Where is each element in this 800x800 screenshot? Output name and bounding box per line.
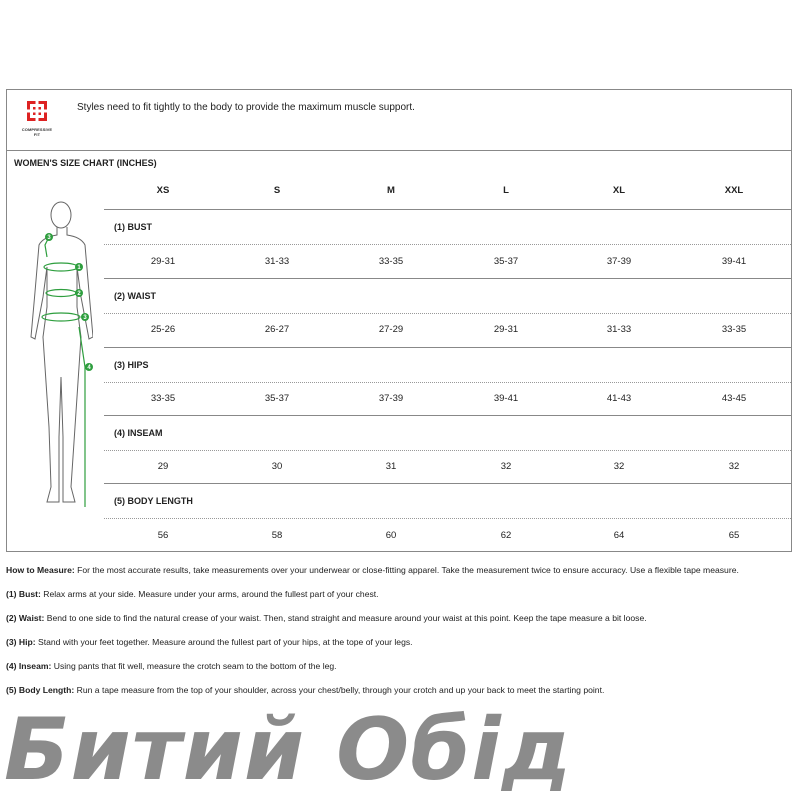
instruction-text: Using pants that fit well, measure the crotch seam to the bottom of the leg. — [53, 661, 337, 671]
cell-body-length-l: 62 — [500, 530, 512, 541]
marker-label: 3 — [47, 235, 51, 241]
how-to-measure-text: For the most accurate results, take measurements over your underwear or close-fitting apparel. Take the measurement twice to ensure accuracy. Use a flexible tape measure. — [77, 565, 739, 575]
size-header-xxl: XXL — [724, 185, 744, 196]
size-header-xl: XL — [612, 185, 626, 196]
body-measurement-figure — [23, 197, 93, 527]
cell-waist-s: 26-27 — [264, 324, 290, 335]
cell-hips-xxl: 43-45 — [721, 393, 747, 404]
row-divider — [104, 209, 791, 210]
instruction-term: (2) Waist: — [6, 613, 45, 623]
compressive-fit-logo-icon — [26, 100, 48, 122]
instruction-inseam — [6, 661, 792, 672]
cell-inseam-xxl: 32 — [728, 461, 740, 472]
cell-bust-xxl: 39-41 — [721, 256, 747, 267]
size-header-s: S — [273, 185, 281, 196]
row-divider — [104, 483, 791, 484]
marker-label: 3 — [83, 315, 87, 321]
instruction-term: (1) Bust: — [6, 589, 41, 599]
row-label-hips: (3) HIPS — [114, 360, 149, 370]
row-divider — [104, 450, 791, 451]
cell-body-length-s: 58 — [271, 530, 283, 541]
watermark: Битий Обід — [4, 700, 573, 800]
row-divider — [104, 278, 791, 279]
cell-hips-l: 39-41 — [493, 393, 519, 404]
cell-bust-s: 31-33 — [264, 256, 290, 267]
instruction-bust — [6, 589, 792, 600]
cell-body-length-xl: 64 — [613, 530, 625, 541]
how-to-measure-title: How to Measure: — [6, 565, 75, 575]
instruction-term: (4) Inseam: — [6, 661, 52, 671]
cell-bust-xl: 37-39 — [606, 256, 632, 267]
cell-waist-xxl: 33-35 — [721, 324, 747, 335]
cell-hips-xs: 33-35 — [150, 393, 176, 404]
row-divider — [104, 244, 791, 245]
size-header-l: L — [503, 185, 509, 196]
brand-text: COMPRESSIVE FIT — [21, 127, 53, 137]
instruction-term: (5) Body Length: — [6, 685, 75, 695]
cell-bust-l: 35-37 — [493, 256, 519, 267]
instruction-hip — [6, 637, 792, 648]
measurement-instructions — [6, 565, 792, 709]
brand-logo — [19, 100, 55, 144]
row-label-body-length: (5) BODY LENGTH — [114, 496, 193, 506]
instruction-text: Run a tape measure from the top of your shoulder, across your chest/belly, through your crotch and up your back to meet the starting point. — [76, 685, 605, 695]
tagline: Styles need to fit tightly to the body to provide the maximum muscle support. — [77, 102, 415, 113]
row-label-inseam: (4) INSEAM — [114, 428, 163, 438]
cell-body-length-xs: 56 — [157, 530, 169, 541]
cell-hips-xl: 41-43 — [606, 393, 632, 404]
cell-waist-xs: 25-26 — [150, 324, 176, 335]
instruction-term: (3) Hip: — [6, 637, 36, 647]
row-divider — [104, 415, 791, 416]
row-label-bust: (1) BUST — [114, 222, 152, 232]
instruction-text: Bend to one side to find the natural crease of your waist. Then, stand straight and measure around your waist at this point. Keep the tape measure a bit loose. — [46, 613, 647, 623]
cell-hips-m: 37-39 — [378, 393, 404, 404]
row-divider — [104, 518, 791, 519]
instruction-text: Relax arms at your side. Measure under your arms, around the fullest part of your chest. — [43, 589, 379, 599]
how-to-measure — [6, 565, 792, 576]
size-header-m: M — [387, 185, 395, 196]
cell-inseam-xl: 32 — [613, 461, 625, 472]
marker-label: 4 — [87, 365, 91, 371]
size-header-xs: XS — [156, 185, 170, 196]
instruction-waist — [6, 613, 792, 624]
cell-inseam-xs: 29 — [157, 461, 169, 472]
instruction-body-length — [6, 685, 792, 696]
cell-body-length-xxl: 65 — [728, 530, 740, 541]
header-panel — [6, 89, 792, 151]
cell-inseam-m: 31 — [385, 461, 397, 472]
row-divider — [104, 382, 791, 383]
marker-label: 1 — [77, 265, 81, 271]
cell-hips-s: 35-37 — [264, 393, 290, 404]
cell-waist-m: 27-29 — [378, 324, 404, 335]
cell-inseam-l: 32 — [500, 461, 512, 472]
size-chart — [6, 150, 792, 552]
chart-title: WOMEN'S SIZE CHART (INCHES) — [14, 158, 157, 168]
row-divider — [104, 347, 791, 348]
marker-label: 2 — [77, 291, 81, 297]
cell-waist-xl: 31-33 — [606, 324, 632, 335]
cell-bust-xs: 29-31 — [150, 256, 176, 267]
cell-inseam-s: 30 — [271, 461, 283, 472]
instruction-text: Stand with your feet together. Measure around the fullest part of your hips, at the tope of your legs. — [38, 637, 413, 647]
cell-waist-l: 29-31 — [493, 324, 519, 335]
cell-bust-m: 33-35 — [378, 256, 404, 267]
row-label-waist: (2) WAIST — [114, 291, 156, 301]
row-divider — [104, 313, 791, 314]
cell-body-length-m: 60 — [385, 530, 397, 541]
